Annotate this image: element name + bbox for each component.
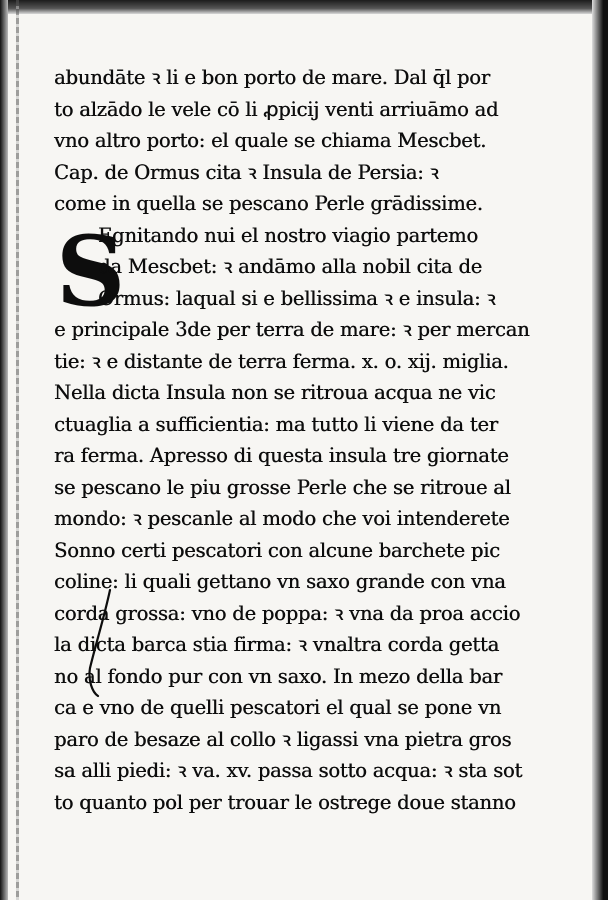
text-line: ra ferma. Apresso di questa insula tre giornate [54, 444, 509, 467]
chapter-heading: come in quella se pescano Perle grādissime. [54, 192, 483, 215]
page-top-edge [0, 0, 608, 14]
text-line: se pescano le piu grosse Perle che se ritroue al [54, 475, 511, 499]
text-line: abundāte ꝛ li e bon porto de mare. Dal q̄l por [54, 66, 490, 89]
page-right-edge [592, 0, 608, 900]
text-line: Sonno certi pescatori con alcune barchete pic [54, 538, 500, 562]
text-line: to quanto pol per trouar le ostrege doue stanno [54, 790, 516, 814]
binding-gutter [16, 0, 19, 900]
text-line: corda grossa: vno de poppa: ꝛ vna da proa accio [54, 601, 521, 625]
text-line: ca e vno de quelli pescatori el qual se pone vn [54, 696, 502, 719]
text-line: sa alli piedi: ꝛ va. xv. passa sotto acqua: ꝛ sta sot [54, 759, 523, 782]
text-line: e principale 3de per terra de mare: ꝛ per mercan [54, 318, 530, 341]
text-line: Egnitando nui el nostro viagio partemo [98, 223, 478, 247]
drop-cap: S [56, 215, 126, 328]
text-line: da Mescbet: ꝛ andāmo alla nobil cita de [98, 255, 482, 278]
text-line: tie: ꝛ e distante de terra ferma. x. o. xij. miglia. [54, 349, 509, 373]
ink-pen-stroke [84, 588, 114, 698]
text-line: paro de besaze al collo ꝛ ligassi vna pietra gros [54, 727, 512, 751]
text-line: la dicta barca stia firma: ꝛ vnaltra corda getta [54, 633, 499, 656]
body-text [54, 62, 544, 818]
text-line: Ormus: laqual si e bellissima ꝛ e insula: ꝛ [98, 286, 496, 310]
text-line: mondo: ꝛ pescanle al modo che voi intenderete [54, 507, 510, 530]
text-line: to alzādo le vele cō li ꝓpicij venti arriuāmo ad [54, 97, 499, 121]
text-line: Nella dicta Insula non se ritroua acqua ne vic [54, 381, 496, 404]
text-line: vno altro porto: el quale se chiama Mescbet. [54, 129, 487, 152]
text-line: ctuaglia a sufficientia: ma tutto li viene da ter [54, 412, 498, 436]
text-line: no al fondo pur con vn saxo. In mezo della bar [54, 664, 502, 688]
chapter-heading: Cap. de Ormus cita ꝛ Insula de Persia: ꝛ [54, 160, 439, 184]
page-left-edge [0, 0, 8, 900]
text-line: coline: li quali gettano vn saxo grande con vna [54, 570, 506, 593]
